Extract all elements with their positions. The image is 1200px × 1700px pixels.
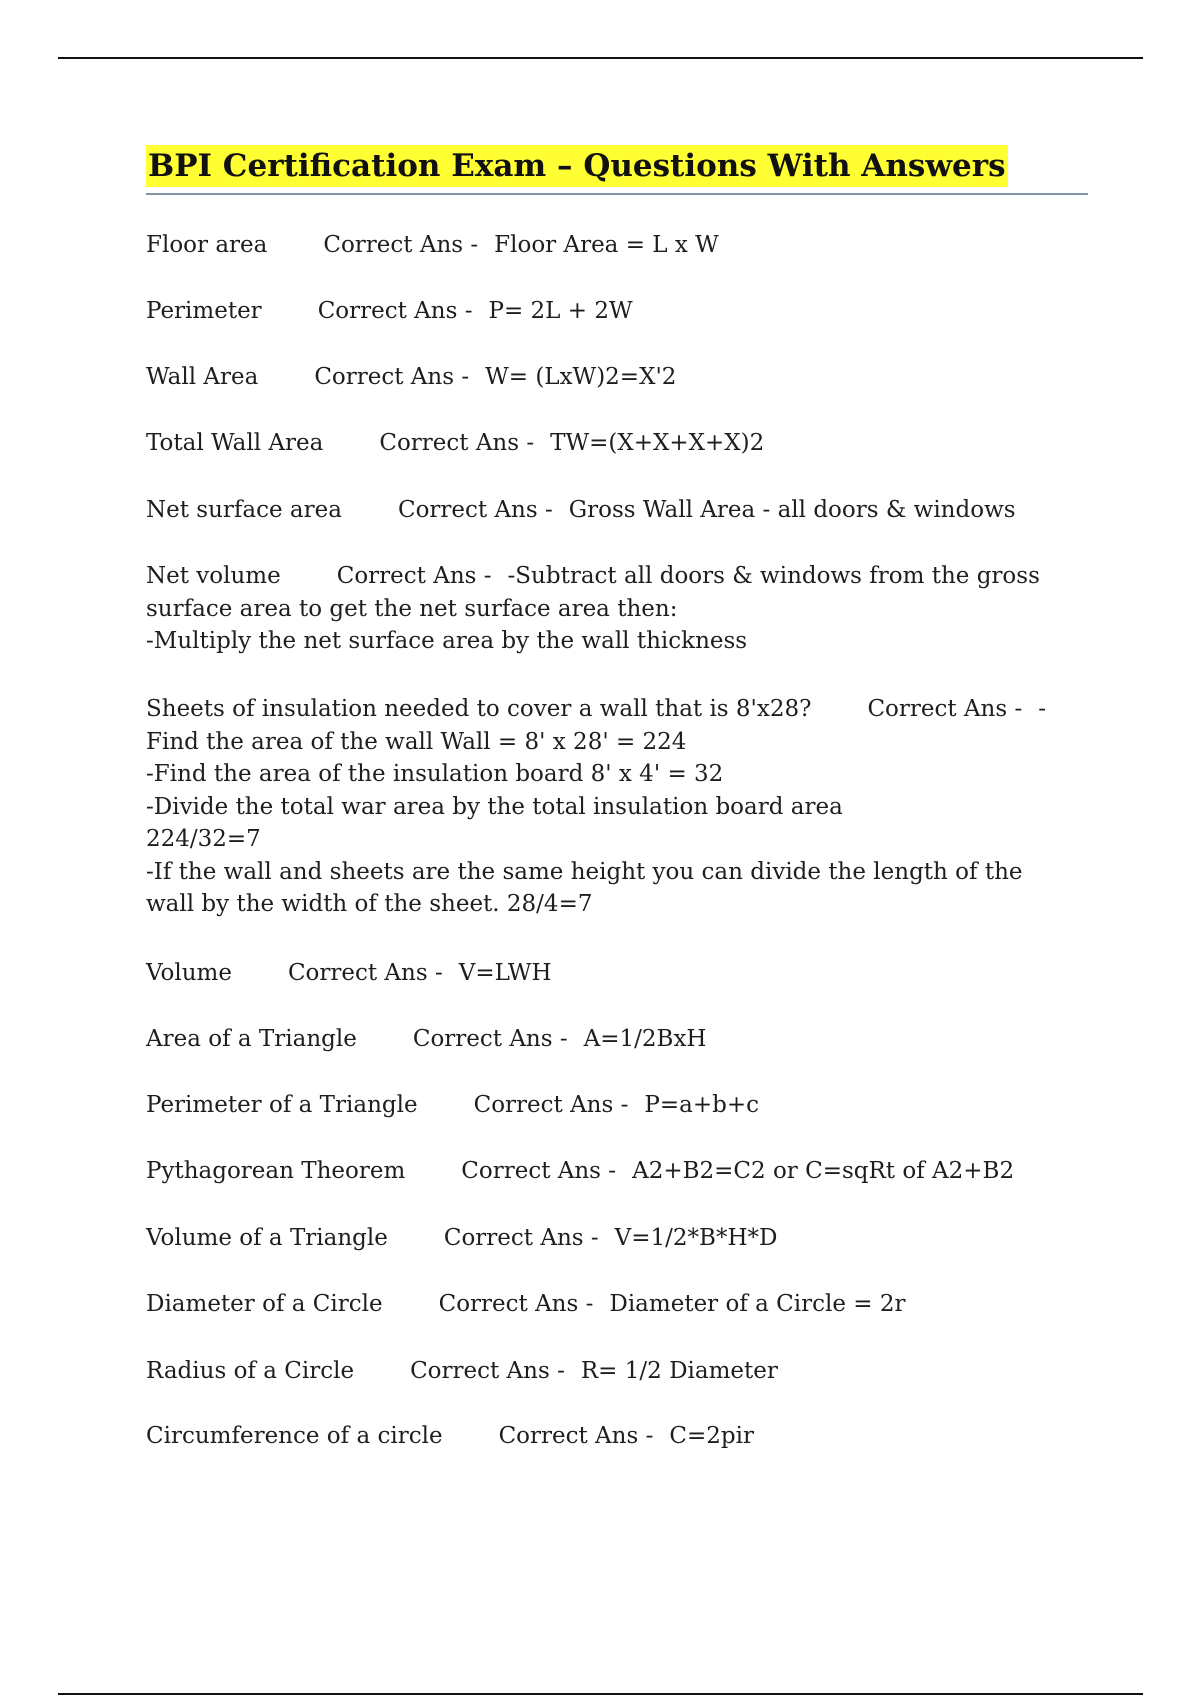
answer-label: Correct Ans - <box>412 1026 568 1052</box>
qa-item <box>146 957 1086 990</box>
answer: P= 2L + 2W <box>488 298 633 324</box>
title-block <box>146 145 1088 195</box>
answer: TW=(X+X+X+X)2 <box>550 430 765 456</box>
answer-label: Correct Ans - <box>438 1291 594 1317</box>
answer: W= (LxW)2=X'2 <box>485 364 677 390</box>
answer: Floor Area = L x W <box>494 232 719 258</box>
answer-label: Correct Ans - <box>317 298 473 324</box>
qa-item <box>146 494 1086 527</box>
qa-item <box>146 361 1086 394</box>
answer: Diameter of a Circle = 2r <box>609 1291 906 1317</box>
question: Total Wall Area <box>146 430 324 456</box>
answer-line: -Find the area of the insulation board 8' x 4' = 32 <box>146 761 724 787</box>
answer: Gross Wall Area - all doors & windows <box>568 497 1016 523</box>
qa-item <box>146 1155 1086 1188</box>
answer-line: -If the wall and sheets are the same height you can divide the length of the <box>146 858 1023 885</box>
qa-item <box>146 1355 1086 1388</box>
qa-item <box>146 427 1086 460</box>
answer: A=1/2BxH <box>583 1026 707 1052</box>
question: Volume of a Triangle <box>146 1225 388 1251</box>
answer-label: Correct Ans - <box>314 364 470 390</box>
question: Diameter of a Circle <box>146 1291 383 1317</box>
qa-item <box>146 560 1086 658</box>
answer-label: Correct Ans - <box>397 497 553 523</box>
answer-label: Correct Ans - <box>379 430 535 456</box>
answer: -Subtract all doors & windows from the gross <box>507 563 1040 589</box>
answer: V=LWH <box>458 960 552 986</box>
question: Net volume <box>146 563 281 589</box>
qa-item <box>146 1222 1086 1255</box>
qa-item <box>146 1420 1086 1453</box>
answer: A2+B2=C2 or C=sqRt of A2+B2 <box>632 1158 1015 1184</box>
question: Volume <box>146 960 232 986</box>
answer-line: 224/32=7 <box>146 826 261 852</box>
answer-label: Correct Ans - <box>410 1358 565 1384</box>
answer-label: Correct Ans - <box>443 1225 599 1251</box>
answer: R= 1/2 Diameter <box>580 1358 778 1384</box>
question: Pythagorean Theorem <box>146 1158 406 1184</box>
answer-line: wall by the width of the sheet. 28/4=7 <box>146 891 593 917</box>
footer-rule <box>58 1693 1143 1695</box>
answer: P=a+b+c <box>644 1092 759 1118</box>
question: Net surface area <box>146 497 342 523</box>
qa-item <box>146 295 1086 328</box>
question: Perimeter of a Triangle <box>146 1092 418 1118</box>
qa-item <box>146 1023 1086 1056</box>
question: Area of a Triangle <box>146 1026 357 1052</box>
question: Perimeter <box>146 298 262 324</box>
answer-label: Correct Ans - <box>867 696 1023 722</box>
qa-item <box>146 229 1086 262</box>
answer-line: surface area to get the net surface area then: <box>146 595 678 622</box>
question: Sheets of insulation needed to cover a wall that is 8'x28? <box>146 696 812 722</box>
question: Floor area <box>146 232 268 258</box>
answer-label: Correct Ans - <box>498 1423 654 1449</box>
answer-label: Correct Ans - <box>461 1158 617 1184</box>
question: Wall Area <box>146 364 259 390</box>
answer-label: Correct Ans - <box>287 960 443 986</box>
answer-label: Correct Ans - <box>473 1092 629 1118</box>
answer-line: Find the area of the wall Wall = 8' x 28' = 224 <box>146 728 687 755</box>
answer-label: Correct Ans - <box>336 563 492 589</box>
qa-item <box>146 1288 1086 1321</box>
answer: - <box>1038 696 1047 722</box>
answer-line: -Multiply the net surface area by the wall thickness <box>146 628 748 654</box>
qa-item <box>146 1089 1086 1122</box>
qa-item <box>146 693 1086 921</box>
answer-label: Correct Ans - <box>323 232 479 258</box>
document-title: BPI Certification Exam – Questions With Answers <box>146 145 1008 187</box>
header-rule <box>58 57 1143 59</box>
question: Circumference of a circle <box>146 1423 443 1449</box>
answer: V=1/2*B*H*D <box>614 1225 778 1251</box>
answer-line: -Divide the total war area by the total insulation board area <box>146 793 843 820</box>
answer: C=2pir <box>669 1423 754 1449</box>
question: Radius of a Circle <box>146 1358 355 1384</box>
